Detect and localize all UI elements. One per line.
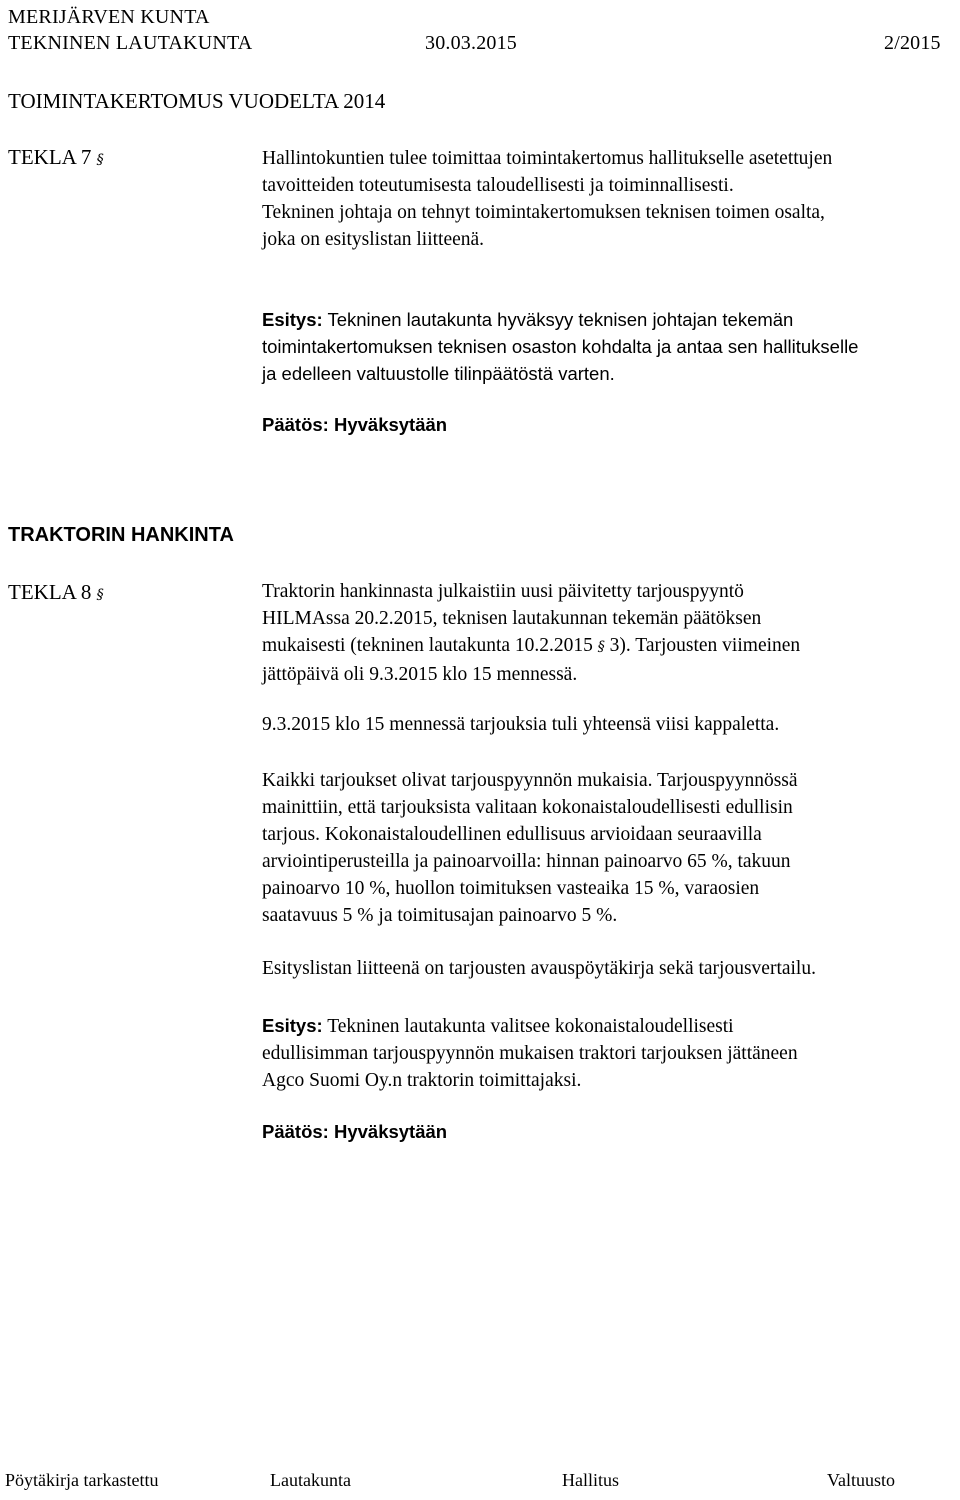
section-mark-icon: § — [597, 639, 605, 655]
item-number: TEKLA 8 — [8, 580, 92, 604]
item-label — [8, 580, 104, 605]
proposal-line: Agco Suomi Oy.n traktorin toimittajaksi. — [262, 1070, 582, 1091]
meeting-date: 30.03.2015 — [425, 32, 517, 54]
footer-council: Valtuusto — [827, 1470, 896, 1490]
offers-count: 9.3.2015 klo 15 mennessä tarjouksia tuli yhteensä viisi kappaletta. — [262, 714, 780, 735]
proposal-line: ja edelleen valtuustolle tilinpäätöstä varten. — [262, 363, 615, 384]
body-line: jättöpäivä oli 9.3.2015 klo 15 mennessä. — [262, 664, 578, 685]
page-number: 2/2015 — [884, 32, 941, 54]
decision: Päätös: Hyväksytään — [262, 414, 448, 435]
municipality-name: MERIJÄRVEN KUNTA — [8, 6, 210, 28]
proposal — [262, 306, 858, 387]
body-line: HILMAssa 20.2.2015, teknisen lautakunnan tekemän päätöksen — [262, 608, 762, 629]
criteria-line: Kaikki tarjoukset olivat tarjouspyynnön mukaisia. Tarjouspyynnössä — [262, 770, 798, 791]
proposal-label: Esitys: — [262, 1015, 323, 1036]
criteria-line: tarjous. Kokonaistaloudellinen edullisuus arvioidaan seuraavilla — [262, 824, 762, 845]
criteria-line: mainittiin, että tarjouksista valitaan kokonaistaloudellisesti edullisin — [262, 797, 793, 818]
footer-board: Lautakunta — [270, 1470, 351, 1490]
decision: Päätös: Hyväksytään — [262, 1121, 448, 1142]
item-body — [262, 578, 800, 688]
proposal-line-1 — [262, 306, 858, 333]
body-line: Tekninen johtaja on tehnyt toimintakertomuksen teknisen toimen osalta, — [262, 202, 825, 223]
body-line: joka on esityslistan liitteenä. — [262, 229, 485, 250]
item-body — [262, 145, 832, 253]
proposal-line: toimintakertomuksen teknisen osaston kohdalta ja antaa sen hallitukselle — [262, 336, 859, 357]
footer-checked: Pöytäkirja tarkastettu — [5, 1470, 159, 1490]
criteria-line: painoarvo 10 %, huollon toimituksen vasteaika 15 %, varaosien — [262, 878, 760, 899]
footer-government: Hallitus — [562, 1470, 619, 1490]
body-line: Hallintokuntien tulee toimittaa toimintakertomus hallitukselle asetettujen — [262, 148, 833, 169]
committee-name: TEKNINEN LAUTAKUNTA — [8, 32, 253, 54]
criteria-line: arviointiperusteilla ja painoarvoilla: hinnan painoarvo 65 %, takuun — [262, 851, 791, 872]
proposal — [262, 1012, 798, 1094]
proposal-text: Tekninen lautakunta hyväksyy teknisen johtajan tekemän — [322, 309, 794, 330]
body-line: Traktorin hankinnasta julkaistiin uusi päivitetty tarjouspyyntö — [262, 581, 744, 602]
body-line: tavoitteiden toteutumisesta taloudellisesti ja toiminnallisesti. — [262, 175, 734, 196]
criteria-line: saatavuus 5 % ja toimitusajan painoarvo 5 %. — [262, 905, 618, 926]
body-line: mukaisesti (tekninen lautakunta 10.2.2015 § 3). Tarjousten viimeinen — [262, 635, 801, 656]
section-mark-icon: § — [96, 587, 104, 603]
item-label — [8, 145, 104, 170]
section-title: TRAKTORIN HANKINTA — [8, 524, 234, 546]
section-mark-icon: § — [96, 152, 104, 168]
attachment-note: Esityslistan liitteenä on tarjousten avauspöytäkirja sekä tarjousvertailu. — [262, 958, 816, 979]
item-number: TEKLA 7 — [8, 145, 92, 169]
proposal-label: Esitys: — [262, 309, 323, 330]
proposal-text: Tekninen lautakunta valitsee kokonaistaloudellisesti — [322, 1016, 734, 1037]
proposal-line-1 — [262, 1012, 798, 1040]
evaluation-criteria — [262, 767, 798, 929]
section-title: TOIMINTAKERTOMUS VUODELTA 2014 — [8, 89, 386, 113]
proposal-line: edullisimman tarjouspyynnön mukaisen traktori tarjouksen jättäneen — [262, 1043, 798, 1064]
